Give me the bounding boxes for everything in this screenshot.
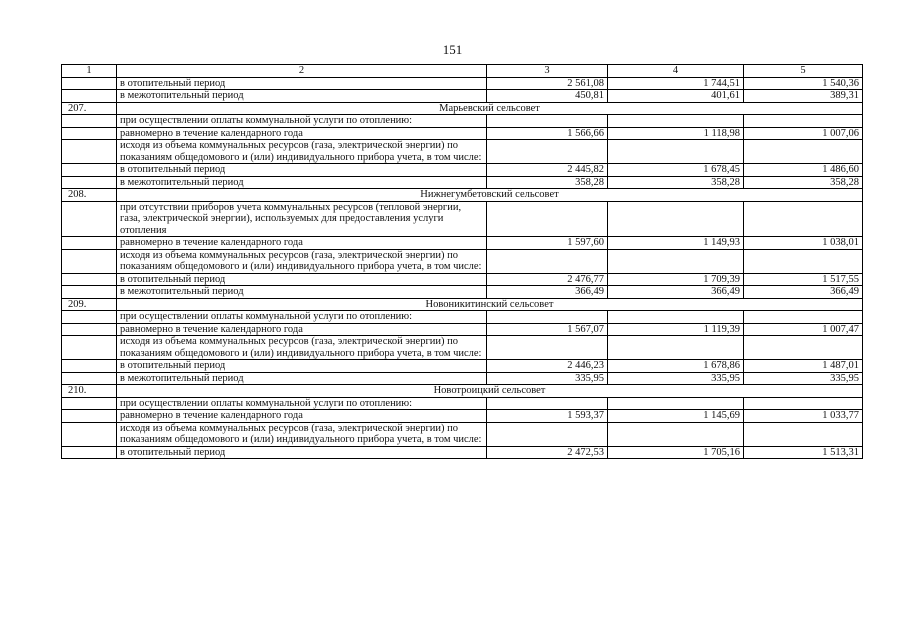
table-row — [62, 372, 863, 385]
description-cell: исходя из объема коммунальных ресурсов (газа, электрической энергии) по показаниям общедомового и (или) индивидуального прибора учета, в том числе: — [117, 422, 487, 446]
value-cell-col4 — [608, 422, 744, 446]
index-cell — [62, 249, 117, 273]
index-cell — [62, 422, 117, 446]
value-cell-col5 — [744, 140, 863, 164]
value-cell-col3 — [487, 201, 608, 237]
table-row — [62, 422, 863, 446]
index-cell — [62, 237, 117, 250]
value-cell-col3 — [487, 311, 608, 324]
description-cell: при осуществлении оплаты коммунальной услуги по отоплению: — [117, 397, 487, 410]
description-cell: исходя из объема коммунальных ресурсов (газа, электрической энергии) по показаниям общедомового и (или) индивидуального прибора учета, в том числе: — [117, 336, 487, 360]
value-cell-col3: 2 561,08 — [487, 77, 608, 90]
description-cell: равномерно в течение календарного года — [117, 410, 487, 423]
value-cell-col5 — [744, 397, 863, 410]
value-cell-col5 — [744, 249, 863, 273]
description-cell: равномерно в течение календарного года — [117, 237, 487, 250]
value-cell-col3 — [487, 422, 608, 446]
value-cell-col5 — [744, 201, 863, 237]
value-cell-col3 — [487, 115, 608, 128]
description-cell: равномерно в течение календарного года — [117, 127, 487, 140]
index-cell — [62, 201, 117, 237]
value-cell-col5: 1 486,60 — [744, 164, 863, 177]
description-cell: в межотопительный период — [117, 286, 487, 299]
value-cell-col4: 1 709,39 — [608, 273, 744, 286]
table-row — [62, 286, 863, 299]
table-row — [62, 127, 863, 140]
index-cell — [62, 311, 117, 324]
value-cell-col3 — [487, 397, 608, 410]
value-cell-col4 — [608, 397, 744, 410]
index-cell — [62, 397, 117, 410]
table-row — [62, 90, 863, 103]
index-cell — [62, 127, 117, 140]
description-cell: в отопительный период — [117, 77, 487, 90]
description-cell: в отопительный период — [117, 273, 487, 286]
description-cell: исходя из объема коммунальных ресурсов (газа, электрической энергии) по показаниям общедомового и (или) индивидуального прибора учета, в том числе: — [117, 140, 487, 164]
value-cell-col5: 1 517,55 — [744, 273, 863, 286]
description-cell: в отопительный период — [117, 360, 487, 373]
table-row — [62, 249, 863, 273]
value-cell-col5: 389,31 — [744, 90, 863, 103]
table-row — [62, 237, 863, 250]
value-cell-col4: 1 678,45 — [608, 164, 744, 177]
table-row — [62, 360, 863, 373]
column-header: 5 — [744, 65, 863, 78]
value-cell-col4: 1 678,86 — [608, 360, 744, 373]
value-cell-col4: 1 705,16 — [608, 446, 744, 459]
value-cell-col3 — [487, 140, 608, 164]
value-cell-col5: 335,95 — [744, 372, 863, 385]
table-row — [62, 176, 863, 189]
value-cell-col3: 366,49 — [487, 286, 608, 299]
table-row — [62, 273, 863, 286]
table-row — [62, 201, 863, 237]
value-cell-col5 — [744, 336, 863, 360]
section-row — [62, 102, 863, 115]
tariff-table — [61, 64, 863, 459]
section-number: 208. — [62, 189, 117, 202]
section-number: 209. — [62, 298, 117, 311]
value-cell-col3 — [487, 336, 608, 360]
table-row — [62, 410, 863, 423]
table-row — [62, 140, 863, 164]
section-title: Новотроицкий сельсовет — [117, 385, 863, 398]
value-cell-col5 — [744, 115, 863, 128]
value-cell-col4 — [608, 201, 744, 237]
description-cell: равномерно в течение календарного года — [117, 323, 487, 336]
column-header: 4 — [608, 65, 744, 78]
table-row — [62, 77, 863, 90]
index-cell — [62, 176, 117, 189]
description-cell: в межотопительный период — [117, 90, 487, 103]
section-number: 210. — [62, 385, 117, 398]
column-header: 1 — [62, 65, 117, 78]
value-cell-col3: 2 472,53 — [487, 446, 608, 459]
value-cell-col4 — [608, 115, 744, 128]
section-title: Нижнегумбетовский сельсовет — [117, 189, 863, 202]
value-cell-col3: 2 446,23 — [487, 360, 608, 373]
index-cell — [62, 273, 117, 286]
value-cell-col4: 335,95 — [608, 372, 744, 385]
table-row — [62, 164, 863, 177]
section-row — [62, 385, 863, 398]
value-cell-col3: 450,81 — [487, 90, 608, 103]
index-cell — [62, 410, 117, 423]
value-cell-col4 — [608, 249, 744, 273]
value-cell-col3: 1 597,60 — [487, 237, 608, 250]
index-cell — [62, 286, 117, 299]
value-cell-col3: 1 593,37 — [487, 410, 608, 423]
section-row — [62, 189, 863, 202]
description-cell: в отопительный период — [117, 164, 487, 177]
section-row — [62, 298, 863, 311]
value-cell-col3: 1 567,07 — [487, 323, 608, 336]
value-cell-col5: 366,49 — [744, 286, 863, 299]
value-cell-col4: 1 118,98 — [608, 127, 744, 140]
value-cell-col5: 358,28 — [744, 176, 863, 189]
section-title: Марьевский сельсовет — [117, 102, 863, 115]
value-cell-col4: 1 145,69 — [608, 410, 744, 423]
value-cell-col5: 1 033,77 — [744, 410, 863, 423]
index-cell — [62, 360, 117, 373]
description-cell: в отопительный период — [117, 446, 487, 459]
table-row — [62, 323, 863, 336]
value-cell-col5: 1 513,31 — [744, 446, 863, 459]
value-cell-col5 — [744, 422, 863, 446]
value-cell-col4: 1 119,39 — [608, 323, 744, 336]
table-row — [62, 397, 863, 410]
description-cell: исходя из объема коммунальных ресурсов (газа, электрической энергии) по показаниям общедомового и (или) индивидуального прибора учета, в том числе: — [117, 249, 487, 273]
section-title: Новоникитинский сельсовет — [117, 298, 863, 311]
index-cell — [62, 90, 117, 103]
value-cell-col4 — [608, 311, 744, 324]
header-row — [62, 65, 863, 78]
value-cell-col4: 1 744,51 — [608, 77, 744, 90]
description-cell: при осуществлении оплаты коммунальной услуги по отоплению: — [117, 311, 487, 324]
description-cell: при осуществлении оплаты коммунальной услуги по отоплению: — [117, 115, 487, 128]
value-cell-col3: 335,95 — [487, 372, 608, 385]
column-header: 3 — [487, 65, 608, 78]
index-cell — [62, 140, 117, 164]
description-cell: в межотопительный период — [117, 176, 487, 189]
index-cell — [62, 323, 117, 336]
index-cell — [62, 446, 117, 459]
value-cell-col3: 1 566,66 — [487, 127, 608, 140]
page-number: 151 — [442, 42, 463, 57]
value-cell-col5: 1 487,01 — [744, 360, 863, 373]
value-cell-col4: 358,28 — [608, 176, 744, 189]
value-cell-col5 — [744, 311, 863, 324]
table-row — [62, 311, 863, 324]
table-row — [62, 446, 863, 459]
description-cell: при отсутствии приборов учета коммунальных ресурсов (тепловой энергии, газа, электрической энергии), используемых для предоставления услуги отопления — [117, 201, 487, 237]
index-cell — [62, 372, 117, 385]
index-cell — [62, 336, 117, 360]
value-cell-col5: 1 007,06 — [744, 127, 863, 140]
section-number: 207. — [62, 102, 117, 115]
table-row — [62, 115, 863, 128]
value-cell-col4: 401,61 — [608, 90, 744, 103]
index-cell — [62, 115, 117, 128]
value-cell-col3: 2 476,77 — [487, 273, 608, 286]
index-cell — [62, 77, 117, 90]
value-cell-col3 — [487, 249, 608, 273]
column-header: 2 — [117, 65, 487, 78]
value-cell-col4: 366,49 — [608, 286, 744, 299]
value-cell-col4: 1 149,93 — [608, 237, 744, 250]
description-cell: в межотопительный период — [117, 372, 487, 385]
value-cell-col5: 1 007,47 — [744, 323, 863, 336]
value-cell-col4 — [608, 336, 744, 360]
value-cell-col3: 358,28 — [487, 176, 608, 189]
value-cell-col3: 2 445,82 — [487, 164, 608, 177]
value-cell-col5: 1 038,01 — [744, 237, 863, 250]
value-cell-col4 — [608, 140, 744, 164]
table-row — [62, 336, 863, 360]
value-cell-col5: 1 540,36 — [744, 77, 863, 90]
index-cell — [62, 164, 117, 177]
